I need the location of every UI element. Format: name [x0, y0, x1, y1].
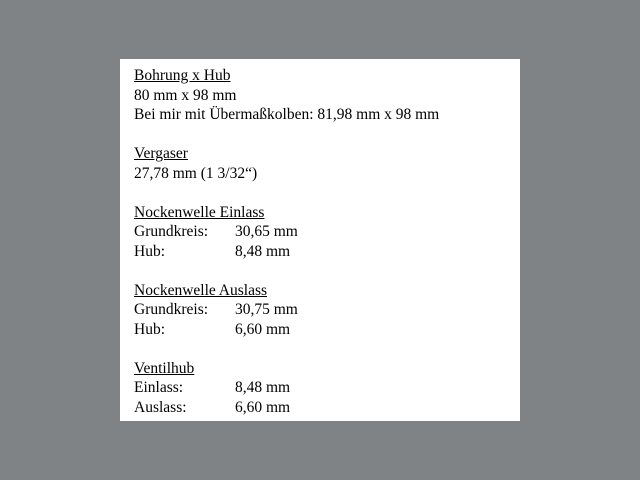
- exhaust-cam-base-circle-row: [134, 300, 439, 320]
- row-value: 30,75 mm: [235, 301, 298, 318]
- row-label: Hub:: [134, 320, 165, 338]
- intake-cam-base-circle-row: [134, 222, 439, 242]
- exhaust-cam-lift-row: [134, 320, 439, 340]
- valve-lift-intake-row: [134, 378, 439, 398]
- row-label: Grundkreis:: [134, 301, 209, 318]
- spacer: [134, 183, 439, 203]
- spec-content: [134, 66, 439, 417]
- valve-lift-exhaust-row: [134, 398, 439, 418]
- row-value: 8,48 mm: [235, 242, 291, 260]
- intake-cam-lift-row: [134, 242, 439, 262]
- spec-card: [120, 59, 520, 421]
- bore-stroke-value: 80 mm x 98 mm: [134, 86, 237, 104]
- row-value: 8,48 mm: [235, 379, 291, 396]
- valve-lift-heading: Ventilhub: [134, 359, 195, 377]
- bore-stroke-heading: Bohrung x Hub: [134, 67, 231, 84]
- row-label: Hub:: [134, 242, 165, 260]
- spacer: [134, 261, 439, 281]
- row-value: 6,60 mm: [235, 398, 291, 416]
- spacer: [134, 339, 439, 359]
- row-value: 6,60 mm: [235, 320, 291, 338]
- carburetor-heading: Vergaser: [134, 145, 188, 162]
- intake-cam-heading: Nockenwelle Einlass: [134, 203, 265, 221]
- spacer: [134, 125, 439, 145]
- bore-stroke-oversize: Bei mir mit Übermaßkolben: 81,98 mm x 98 mm: [134, 106, 440, 123]
- carburetor-value: 27,78 mm (1 3/32“): [134, 164, 258, 182]
- row-label: Auslass:: [134, 398, 187, 416]
- row-label: Grundkreis:: [134, 223, 209, 240]
- row-label: Einlass:: [134, 379, 184, 396]
- row-value: 30,65 mm: [235, 223, 298, 240]
- exhaust-cam-heading: Nockenwelle Auslass: [134, 281, 268, 299]
